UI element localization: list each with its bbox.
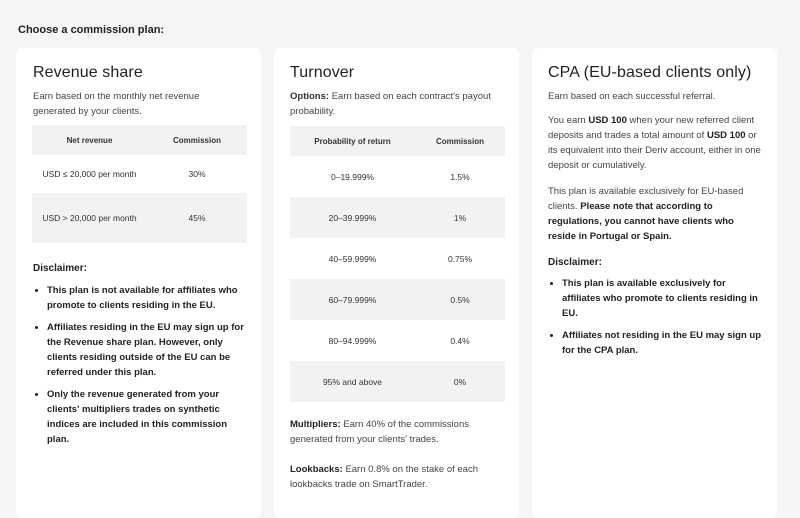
- page-heading: Choose a commission plan:: [18, 24, 165, 36]
- lookbacks-label: Lookbacks:: [290, 464, 343, 475]
- regulation-note: Please note that according to regulations, you cannot have clients who reside in Portugal or Spain.: [548, 201, 734, 242]
- turnover-card: [274, 48, 519, 518]
- card-title: Turnover: [290, 64, 355, 81]
- options-label: Options:: [290, 91, 330, 102]
- turnover-table: [290, 126, 505, 402]
- options-text: Earn based on each contract's payout probability.: [290, 91, 491, 117]
- table-cell: 45%: [188, 213, 206, 223]
- column-header: Probability of return: [314, 136, 391, 146]
- table-row: [32, 193, 247, 243]
- text-segment: You earn: [548, 115, 589, 126]
- table-cell: 0.75%: [447, 253, 473, 264]
- text-segment: or its equivalent into their Deriv account, either in one deposit or cumulatively.: [548, 130, 761, 171]
- table-row: [32, 155, 247, 193]
- table-cell: 1.5%: [450, 171, 470, 182]
- revenue-table: [32, 125, 247, 243]
- cpa-earnings-paragraph: [548, 113, 762, 173]
- cpa-availability-paragraph: [548, 184, 762, 244]
- table-row: [290, 238, 505, 279]
- table-row: [290, 320, 505, 361]
- table-cell: 40–59.999%: [328, 253, 377, 264]
- options-description: [290, 89, 505, 119]
- lookbacks-text: Earn 0.8% on the stake of each lookbacks trade on SmartTrader.: [290, 464, 478, 490]
- lookbacks-paragraph: [290, 462, 500, 492]
- table-cell: 30%: [188, 169, 206, 179]
- table-row: [290, 361, 505, 402]
- list-item: • Affiliates residing in the EU may sign up for the Revenue share plan. However, only clients residing outside of the EU can be referred under this plan.: [47, 320, 247, 380]
- card-title: CPA (EU-based clients only): [548, 64, 752, 81]
- disclaimer-list: [548, 276, 762, 365]
- multipliers-paragraph: [290, 417, 500, 447]
- column-header: Commission: [172, 135, 221, 145]
- table-cell: USD ≤ 20,000 per month: [42, 169, 137, 179]
- column-header: Net revenue: [66, 135, 113, 145]
- table-header: [32, 125, 247, 155]
- cpa-card: [532, 48, 777, 518]
- revenue-share-card: [16, 48, 261, 518]
- list-item: • This plan is not available for affiliates who promote to clients residing in the EU.: [47, 283, 247, 313]
- multipliers-text: Earn 40% of the commissions generated from your clients' trades.: [290, 419, 469, 445]
- text-segment: when your new referred client deposits and trades a total amount of: [548, 115, 755, 141]
- multipliers-label: Multipliers:: [290, 419, 341, 430]
- list-item: • This plan is available exclusively for affiliates who promote to clients residing in EU.: [562, 276, 762, 321]
- table-header: [290, 126, 505, 156]
- table-row: [290, 279, 505, 320]
- card-description: Earn based on each successful referral.: [548, 91, 716, 102]
- table-cell: 0.5%: [450, 294, 470, 305]
- table-cell: USD > 20,000 per month: [42, 213, 137, 223]
- card-title: Revenue share: [33, 64, 143, 81]
- amount: USD 100: [588, 115, 627, 126]
- text-segment: This plan is available exclusively for EU-based clients.: [548, 186, 744, 212]
- table-cell: 80–94.999%: [328, 335, 377, 346]
- table-cell: 20–39.999%: [328, 212, 377, 223]
- amount: USD 100: [706, 130, 746, 141]
- disclaimer-heading: Disclaimer:: [33, 263, 87, 274]
- table-cell: 0.4%: [450, 335, 470, 346]
- disclaimer-heading: Disclaimer:: [548, 257, 602, 268]
- column-header: Commission: [435, 136, 484, 146]
- list-item: • Affiliates not residing in the EU may sign up for the CPA plan.: [562, 328, 762, 358]
- table-cell: 60–79.999%: [328, 294, 377, 305]
- table-cell: 0%: [453, 376, 467, 387]
- table-cell: 95% and above: [322, 376, 383, 387]
- table-row: [290, 156, 505, 197]
- list-item: • Only the revenue generated from your clients' multipliers trades on synthetic indices are included in this commission plan.: [47, 387, 247, 447]
- table-cell: 1%: [453, 212, 467, 223]
- table-row: [290, 197, 505, 238]
- table-cell: 0–19.999%: [330, 171, 374, 182]
- card-description: Earn based on the monthly net revenue generated by your clients.: [33, 91, 200, 117]
- disclaimer-list: [33, 283, 247, 454]
